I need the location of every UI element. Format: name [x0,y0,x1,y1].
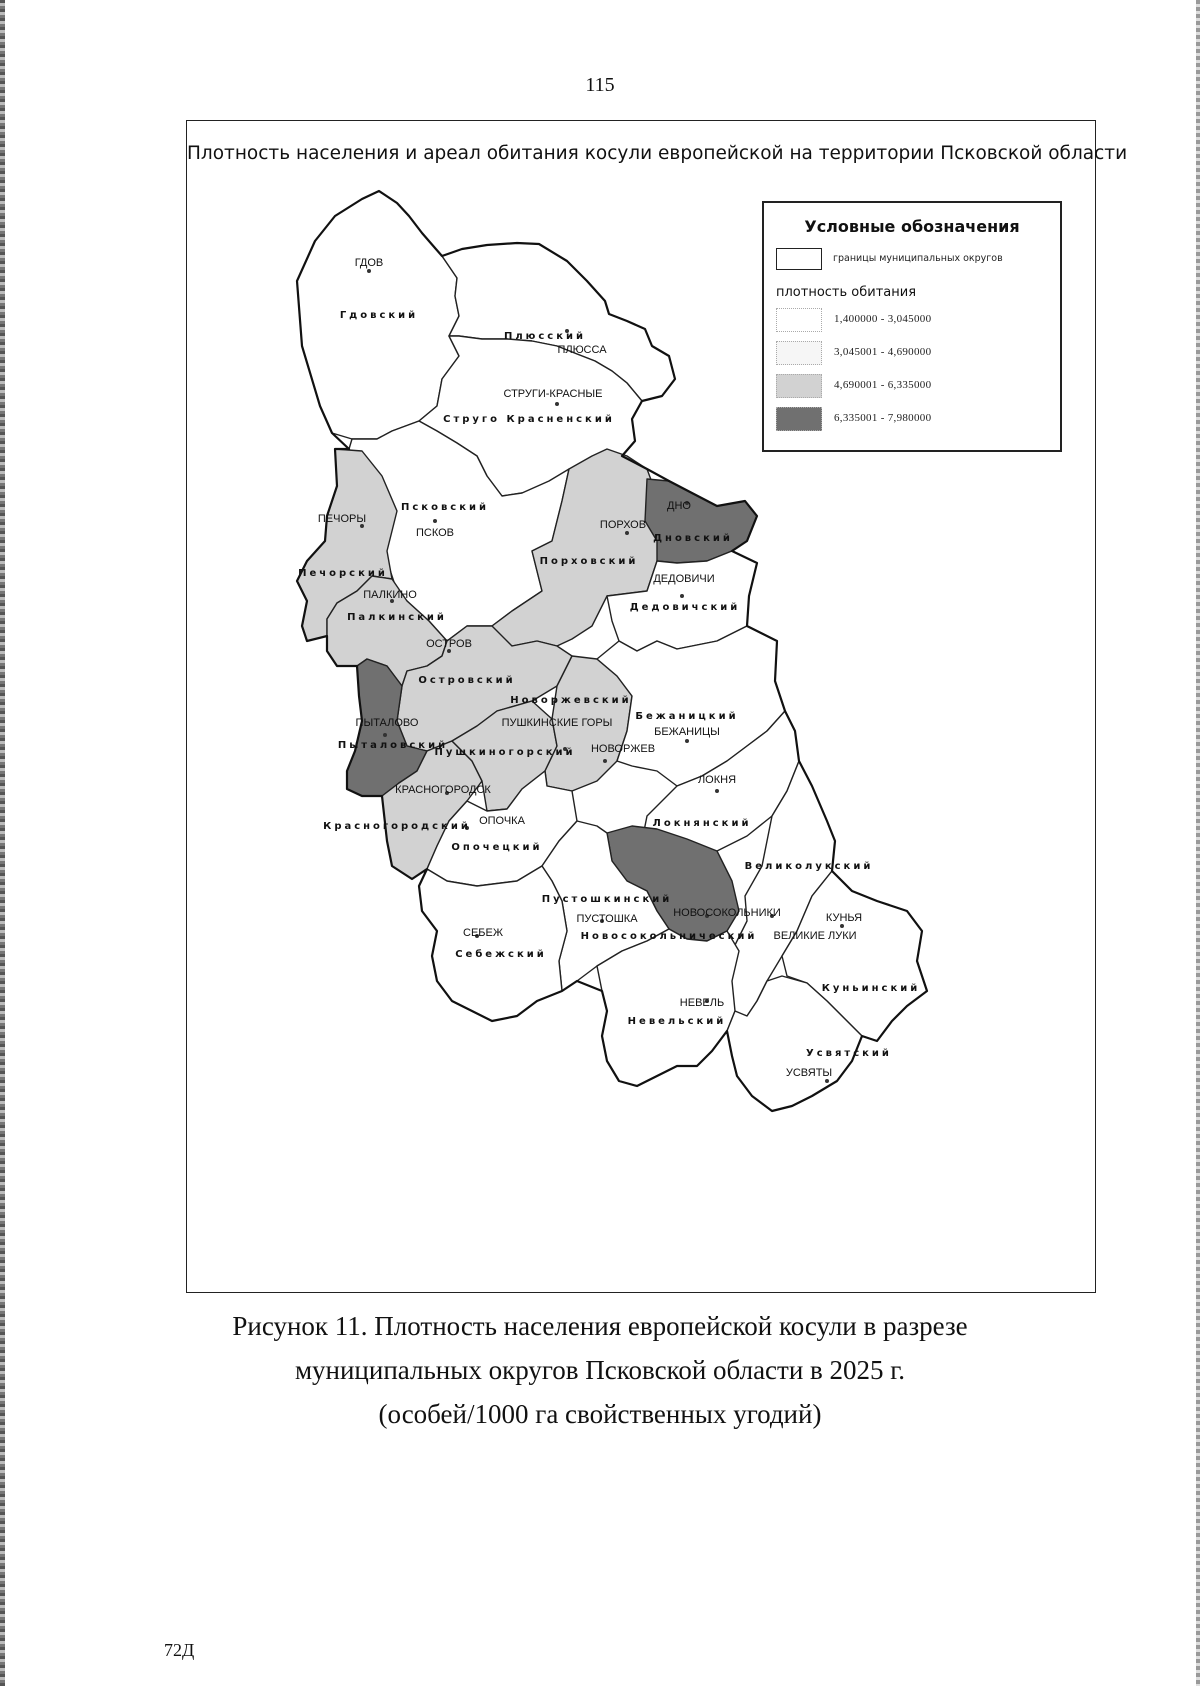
label-town-pechory: ПЕЧОРЫ [317,513,367,525]
label-town-kunya: КУНЬЯ [825,912,863,924]
label-town-pustoshka: ПУСТОШКА [576,913,638,925]
caption-line-3: (особей/1000 га свойственных угодий) [378,1399,822,1429]
label-district-sebezhsky: Себежский [455,949,547,960]
label-district-pushkinogorsky: Пушкиногорский [434,747,576,758]
page-number: 115 [585,74,615,96]
label-town-bezhanitsy: БЕЖАНИЦЫ [654,726,720,738]
label-district-bezhanitsky: Бежаницкий [635,711,739,722]
label-town-strugi: СТРУГИ-КРАСНЫЕ [503,388,603,400]
town-dot-pskov [433,519,437,523]
legend-swatch [776,308,822,332]
legend-swatch [776,374,822,398]
town-dot-novorzhev [603,759,607,763]
label-town-porkhov: ПОРХОВ [599,519,647,531]
label-district-nevelsky: Невельский [627,1016,727,1027]
label-district-pskovsky: Псковский [400,502,490,513]
label-district-pytalovsky: Пыталовский [337,740,449,751]
town-dot-gdov [367,269,371,273]
town-dot-bezhanitsy [685,739,689,743]
label-town-opochka: ОПОЧКА [479,815,525,827]
caption-line-1: Рисунок 11. Плотность населения европейской косули в разрезе [232,1311,968,1341]
town-dot-usvyaty [825,1079,829,1083]
town-dot-pytalovo [383,733,387,737]
legend-range: 4,690001 - 6,335000 [834,379,932,391]
label-town-krasnogorodsk: КРАСНОГОРОДСК [395,784,491,796]
legend-class-2 [776,341,1056,365]
label-district-loknyansky: Локнянский [652,818,752,829]
label-district-krasnogorodsky: Красногородский [323,821,471,832]
label-district-pechorsky: Печорский [298,568,388,579]
sheet-mark: 72Д [164,1640,195,1660]
label-town-novorzhev: НОВОРЖЕВ [590,743,656,755]
label-town-novosokolniki: НОВОСОКОЛЬНИКИ [673,907,781,919]
legend-title: Условные обозначения [804,217,1020,236]
label-district-strugo-krasnensky: Струго Красненский [443,414,615,425]
label-district-dedovichsky: Дедовичский [629,602,741,613]
legend-border-swatch [776,248,822,270]
label-district-plyussky: Плюсский [503,331,587,342]
legend-class-1 [776,308,1056,332]
label-town-nevel: НЕВЕЛЬ [679,997,725,1009]
label-town-sebezh: СЕБЕЖ [463,927,503,939]
town-dot-loknya [715,789,719,793]
label-district-porkhovsky: Порховский [539,556,639,567]
caption-line-2: муниципальных округов Псковской области в 2025 г. [294,1355,906,1385]
label-town-velikie-luki: ВЕЛИКИЕ ЛУКИ [773,930,857,942]
label-district-velikolukskiy: Великолукский [744,861,874,872]
district-dnovsky [645,479,757,563]
legend-subtitle: плотность обитания [776,285,917,300]
town-dot-strugi [555,402,559,406]
label-district-ostrovsky: Островский [418,675,516,686]
legend-range: 3,045001 - 4,690000 [834,346,932,358]
legend-class-3 [776,374,1056,398]
label-town-dedovichi: ДЕДОВИЧИ [653,573,715,585]
label-district-novosokolnichesky: Новосокольнический [580,931,758,942]
town-dot-dedovichi [680,594,684,598]
label-town-pushkinogory: ПУШКИНСКИЕ ГОРЫ [501,717,613,729]
map-legend [762,201,1062,452]
label-town-ostrov: ОСТРОВ [426,638,472,650]
label-district-novorzhevsky: Новоржевский [510,695,632,706]
label-town-loknya: ЛОКНЯ [697,774,737,786]
label-town-plyussa: ПЛЮССА [557,344,607,356]
label-district-palkinsky: Палкинский [347,612,447,623]
map-figure [186,120,1128,1293]
legend-swatch [776,341,822,365]
label-district-kuninsky: Куньинский [821,983,921,994]
label-district-gdovsky: Гдовский [339,310,419,321]
town-dot-porkhov [625,531,629,535]
legend-swatch [776,407,822,431]
legend-border-label: границы муниципальных округов [833,253,1003,264]
label-district-dnovsky: Дновский [653,533,733,544]
label-district-pustoshkinsky: Пустошкинский [541,894,673,905]
label-town-pytalovo: ПЫТАЛОВО [355,717,419,729]
label-town-gdov: ГДОВ [354,257,384,269]
legend-class-4 [776,407,1056,431]
label-district-usvyatsky: Усвятский [806,1048,892,1059]
legend-range: 1,400000 - 3,045000 [834,313,932,325]
town-dot-kunya [840,924,844,928]
figure-caption [0,1304,1200,1436]
label-town-usvyaty: УСВЯТЫ [785,1067,833,1079]
label-town-palkino: ПАЛКИНО [363,589,417,601]
label-district-opochetsky: Опочецкий [451,842,543,853]
label-town-dno: ДНО [667,500,691,512]
map-title: Плотность населения и ареал обитания косули европейской на территории Псковской области [187,143,1128,164]
label-town-pskov: ПСКОВ [415,527,455,539]
legend-range: 6,335001 - 7,980000 [834,412,932,424]
